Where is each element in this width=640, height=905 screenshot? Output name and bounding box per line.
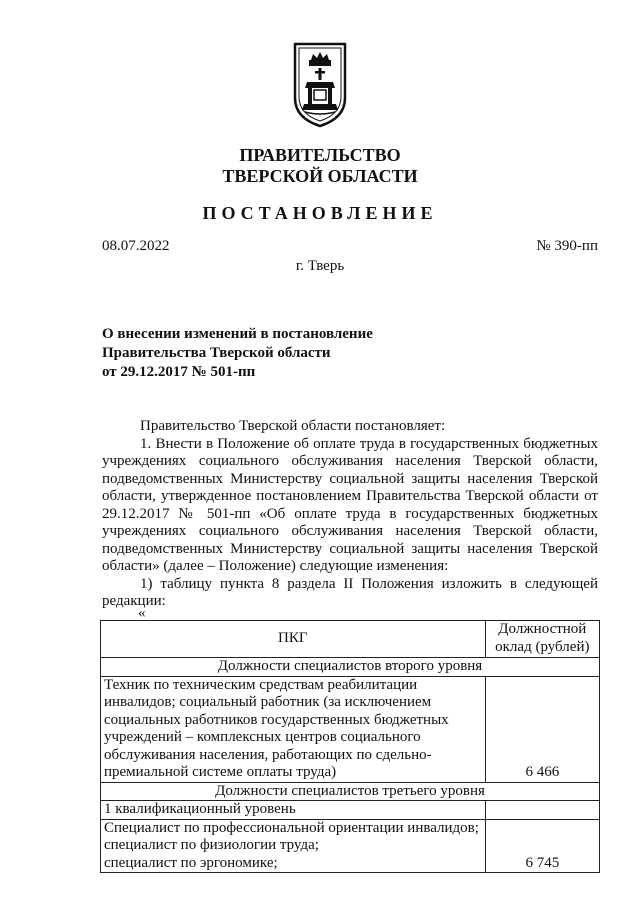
document-date: 08.07.2022 — [102, 238, 170, 254]
position-line: специалист по физиологии труда; — [104, 837, 319, 853]
body-paragraph-2: 1) таблицу пункта 8 раздела II Положения изложить в следующей редакции: — [102, 575, 598, 609]
document-body — [102, 418, 598, 611]
government-title-line1: ПРАВИТЕЛЬСТВО — [239, 145, 401, 165]
document-subject — [102, 325, 432, 382]
body-paragraph-1: 1. Внести в Положение об оплате труда в государственных бюджетных учреждениях социального обслуживания населения Тверской области, подведомственных Министерству социальной защиты населения Тверской области, утвержденное постановлением Правительства Тверской области от 29.12.2017 № 501-пп «Об оплате труда в государственных бюджетных учреждениях социального обслуживания населения Тверской области, подведомственных Министерству социальной защиты населения Тверской области» (далее – Положение) следующие изменения: — [102, 435, 598, 574]
table-row — [101, 801, 600, 820]
table-group-row — [101, 658, 600, 677]
row-salary-value: 6 745 — [485, 819, 599, 873]
table-row — [101, 676, 600, 782]
group-second-level: Должности специалистов второго уровня — [101, 658, 600, 677]
qualification-level-label: 1 квалификационный уровень — [101, 801, 486, 820]
salary-table — [100, 620, 600, 873]
table-group-row — [101, 782, 600, 801]
header-pkg: ПКГ — [101, 621, 486, 658]
empty-cell — [485, 801, 599, 820]
subject-line1: О внесении изменений в постановление — [102, 326, 373, 342]
subject-line3: от 29.12.2017 № 501-пп — [102, 364, 256, 380]
header-salary: Должностной оклад (рублей) — [485, 621, 599, 658]
government-title-line2: ТВЕРСКОЙ ОБЛАСТИ — [222, 166, 418, 186]
table-row — [101, 819, 600, 873]
subject-line2: Правительства Тверской области — [102, 345, 331, 361]
position-line: специалист по эргономике; — [104, 854, 278, 871]
row-salary-value: 6 466 — [485, 676, 599, 782]
position-line: Специалист по профессиональной ориентации инвалидов; — [104, 819, 479, 836]
document-number: № 390-пп — [536, 238, 598, 254]
body-intro: Правительство Тверской области постановляет: — [140, 418, 446, 434]
document-type: ПОСТАНОВЛЕНИЕ — [202, 203, 438, 223]
row-positions-text: Техник по техническим средствам реабилитации инвалидов; социальный работник (за исключением социальных работников государственных бюджетных учреждений – комплексных центров социального обслуживания населения, работающих по сдельно-премиальной системе оплаты труда) — [101, 676, 486, 782]
table-header-row — [101, 621, 600, 658]
document-city: г. Тверь — [295, 258, 345, 274]
group-third-level: Должности специалистов третьего уровня — [101, 782, 600, 801]
quote-open-mark: « — [138, 605, 146, 621]
row-positions-text — [101, 819, 486, 873]
coat-of-arms-icon — [293, 42, 347, 128]
